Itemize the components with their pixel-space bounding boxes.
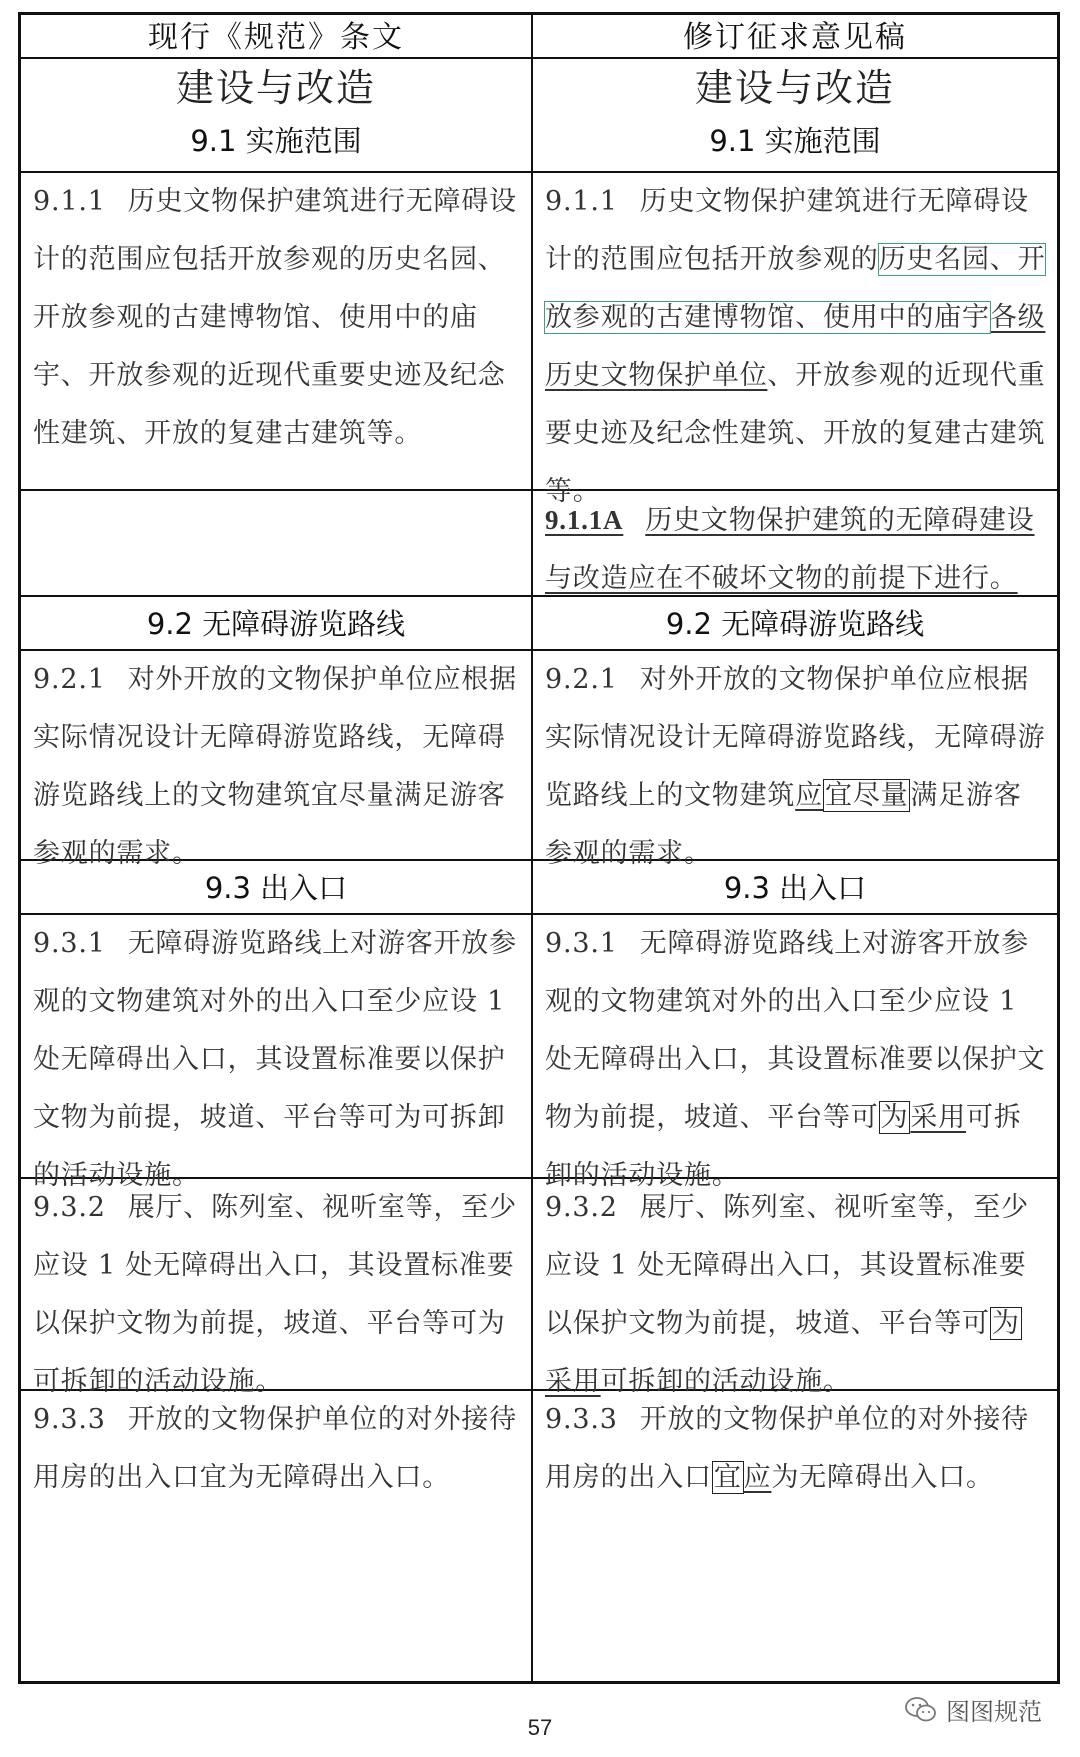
clause-text: 展厅、陈列室、视听室等，至少应设 1 处无障碍出入口，其设置标准要以保护文物为前提，坡道、平台等可为可拆卸的活动设施。	[33, 1192, 517, 1397]
clause-text: 开放的文物保护单位的对外接待用房的出入口宜为无障碍出入口。	[33, 1404, 517, 1493]
added-text: 各级历史文物保护单位	[545, 302, 1046, 391]
added-text: 历史文物保护建筑的无障碍建设与改造应在不破坏文物的前提下进行。	[545, 505, 1035, 594]
clause-row-9-3-2	[21, 1179, 1057, 1397]
clause-number: 9.3.1	[33, 928, 106, 959]
clause-row-9-3-3	[21, 1391, 1057, 1681]
deleted-text-box: 为	[880, 1102, 909, 1133]
clause-text: 可拆卸的活动设施。	[600, 1366, 851, 1397]
section-title: 9.1 实施范围	[709, 124, 881, 158]
clause-revised	[533, 915, 1057, 1191]
chapter-title: 建设与改造	[175, 66, 376, 110]
clause-current	[21, 915, 531, 1191]
clause-row-9-1-1a	[21, 491, 1057, 597]
clause-revised	[533, 1179, 1057, 1397]
clause-text: 展厅、陈列室、视听室等，至少应设 1 处无障碍出入口，其设置标准要以保护文物为前提，坡道、平台等可	[545, 1192, 1029, 1339]
clause-number: 9.1.1A	[545, 505, 624, 535]
clause-text: 为无障碍出入口。	[771, 1462, 994, 1493]
clause-current	[21, 1391, 531, 1681]
clause-number: 9.3.2	[545, 1192, 618, 1223]
header-current: 现行《规范》条文	[148, 20, 404, 55]
chapter-current	[21, 59, 531, 171]
clause-text: 满足游客参观的需求。	[545, 780, 1022, 869]
section-row-9-2	[21, 597, 1057, 651]
watermark-text: 图图规范	[946, 1698, 1042, 1726]
chapter-title: 建设与改造	[694, 66, 895, 110]
clause-current-empty	[21, 491, 531, 595]
clause-text: 无障碍游览路线上对游客开放参观的文物建筑对外的出入口至少应设 1 处无障碍出入口，其设置标准要以保护文物为前提，坡道、平台等可为可拆卸的活动设施。	[33, 928, 517, 1191]
section-title: 9.2 无障碍游览路线	[665, 607, 925, 641]
added-text: 应	[795, 780, 824, 811]
clause-current	[21, 1179, 531, 1397]
comparison-table	[18, 12, 1060, 1684]
section-title: 9.2 无障碍游览路线	[146, 607, 406, 641]
deleted-text-box: 宜	[713, 1462, 742, 1493]
clause-text: 可拆卸的活动设施。	[545, 1102, 1022, 1191]
page-number: 57	[527, 1715, 553, 1740]
added-text: 应	[743, 1462, 772, 1493]
clause-current	[21, 651, 531, 869]
clause-number: 9.3.3	[33, 1404, 106, 1435]
chapter-revised	[533, 59, 1057, 171]
clause-number: 9.3.1	[545, 928, 618, 959]
clause-row-9-2-1	[21, 651, 1057, 869]
header-revised: 修订征求意见稿	[683, 20, 907, 55]
header-row	[21, 15, 1057, 59]
deleted-text-box: 历史名园、开放参观的古建博物馆、使用中的庙宇	[545, 244, 1046, 333]
section-title: 9.1 实施范围	[190, 124, 362, 158]
clause-text: 历史文物保护建筑进行无障碍设计的范围应包括开放参观的	[545, 186, 1029, 275]
clause-current	[21, 173, 531, 489]
deleted-text-box: 为	[991, 1308, 1020, 1339]
clause-text: 历史文物保护建筑进行无障碍设计的范围应包括开放参观的历史名园、开放参观的古建博物馆、使用中的庙宇、开放参观的近现代重要史迹及纪念性建筑、开放的复建古建筑等。	[33, 186, 517, 449]
clause-row-9-1-1	[21, 173, 1057, 507]
clause-revised	[533, 651, 1057, 869]
section-title: 9.3 出入口	[723, 871, 867, 905]
added-text: 采用	[910, 1102, 967, 1133]
deleted-text-box: 宜尽量	[825, 780, 909, 811]
clause-row-9-3-1	[21, 915, 1057, 1191]
clause-number: 9.3.3	[545, 1404, 618, 1435]
clause-text: 开放的文物保护单位的对外接待用房的出入口	[545, 1404, 1029, 1493]
clause-number: 9.2.1	[545, 664, 618, 695]
section-title: 9.3 出入口	[204, 871, 348, 905]
clause-revised	[533, 491, 1057, 595]
clause-text: 对外开放的文物保护单位应根据实际情况设计无障碍游览路线，无障碍游览路线上的文物建筑	[545, 664, 1046, 811]
clause-number: 9.1.1	[33, 186, 106, 217]
added-text: 采用	[545, 1366, 601, 1397]
clause-text: 对外开放的文物保护单位应根据实际情况设计无障碍游览路线，无障碍游览路线上的文物建筑宜尽量满足游客参观的需求。	[33, 664, 517, 869]
clause-number: 9.1.1	[545, 186, 618, 217]
clause-revised	[533, 1391, 1057, 1681]
section-row-9-3	[21, 861, 1057, 915]
clause-text: 、开放参观的近现代重要史迹及纪念性建筑、开放的复建古建筑等。	[545, 360, 1046, 507]
chapter-row	[21, 59, 1057, 173]
clause-text: 无障碍游览路线上对游客开放参观的文物建筑对外的出入口至少应设 1 处无障碍出入口，其设置标准要以保护文物为前提，坡道、平台等可	[545, 928, 1046, 1133]
clause-revised	[533, 173, 1057, 507]
clause-number: 9.3.2	[33, 1192, 106, 1223]
clause-number: 9.2.1	[33, 664, 106, 695]
